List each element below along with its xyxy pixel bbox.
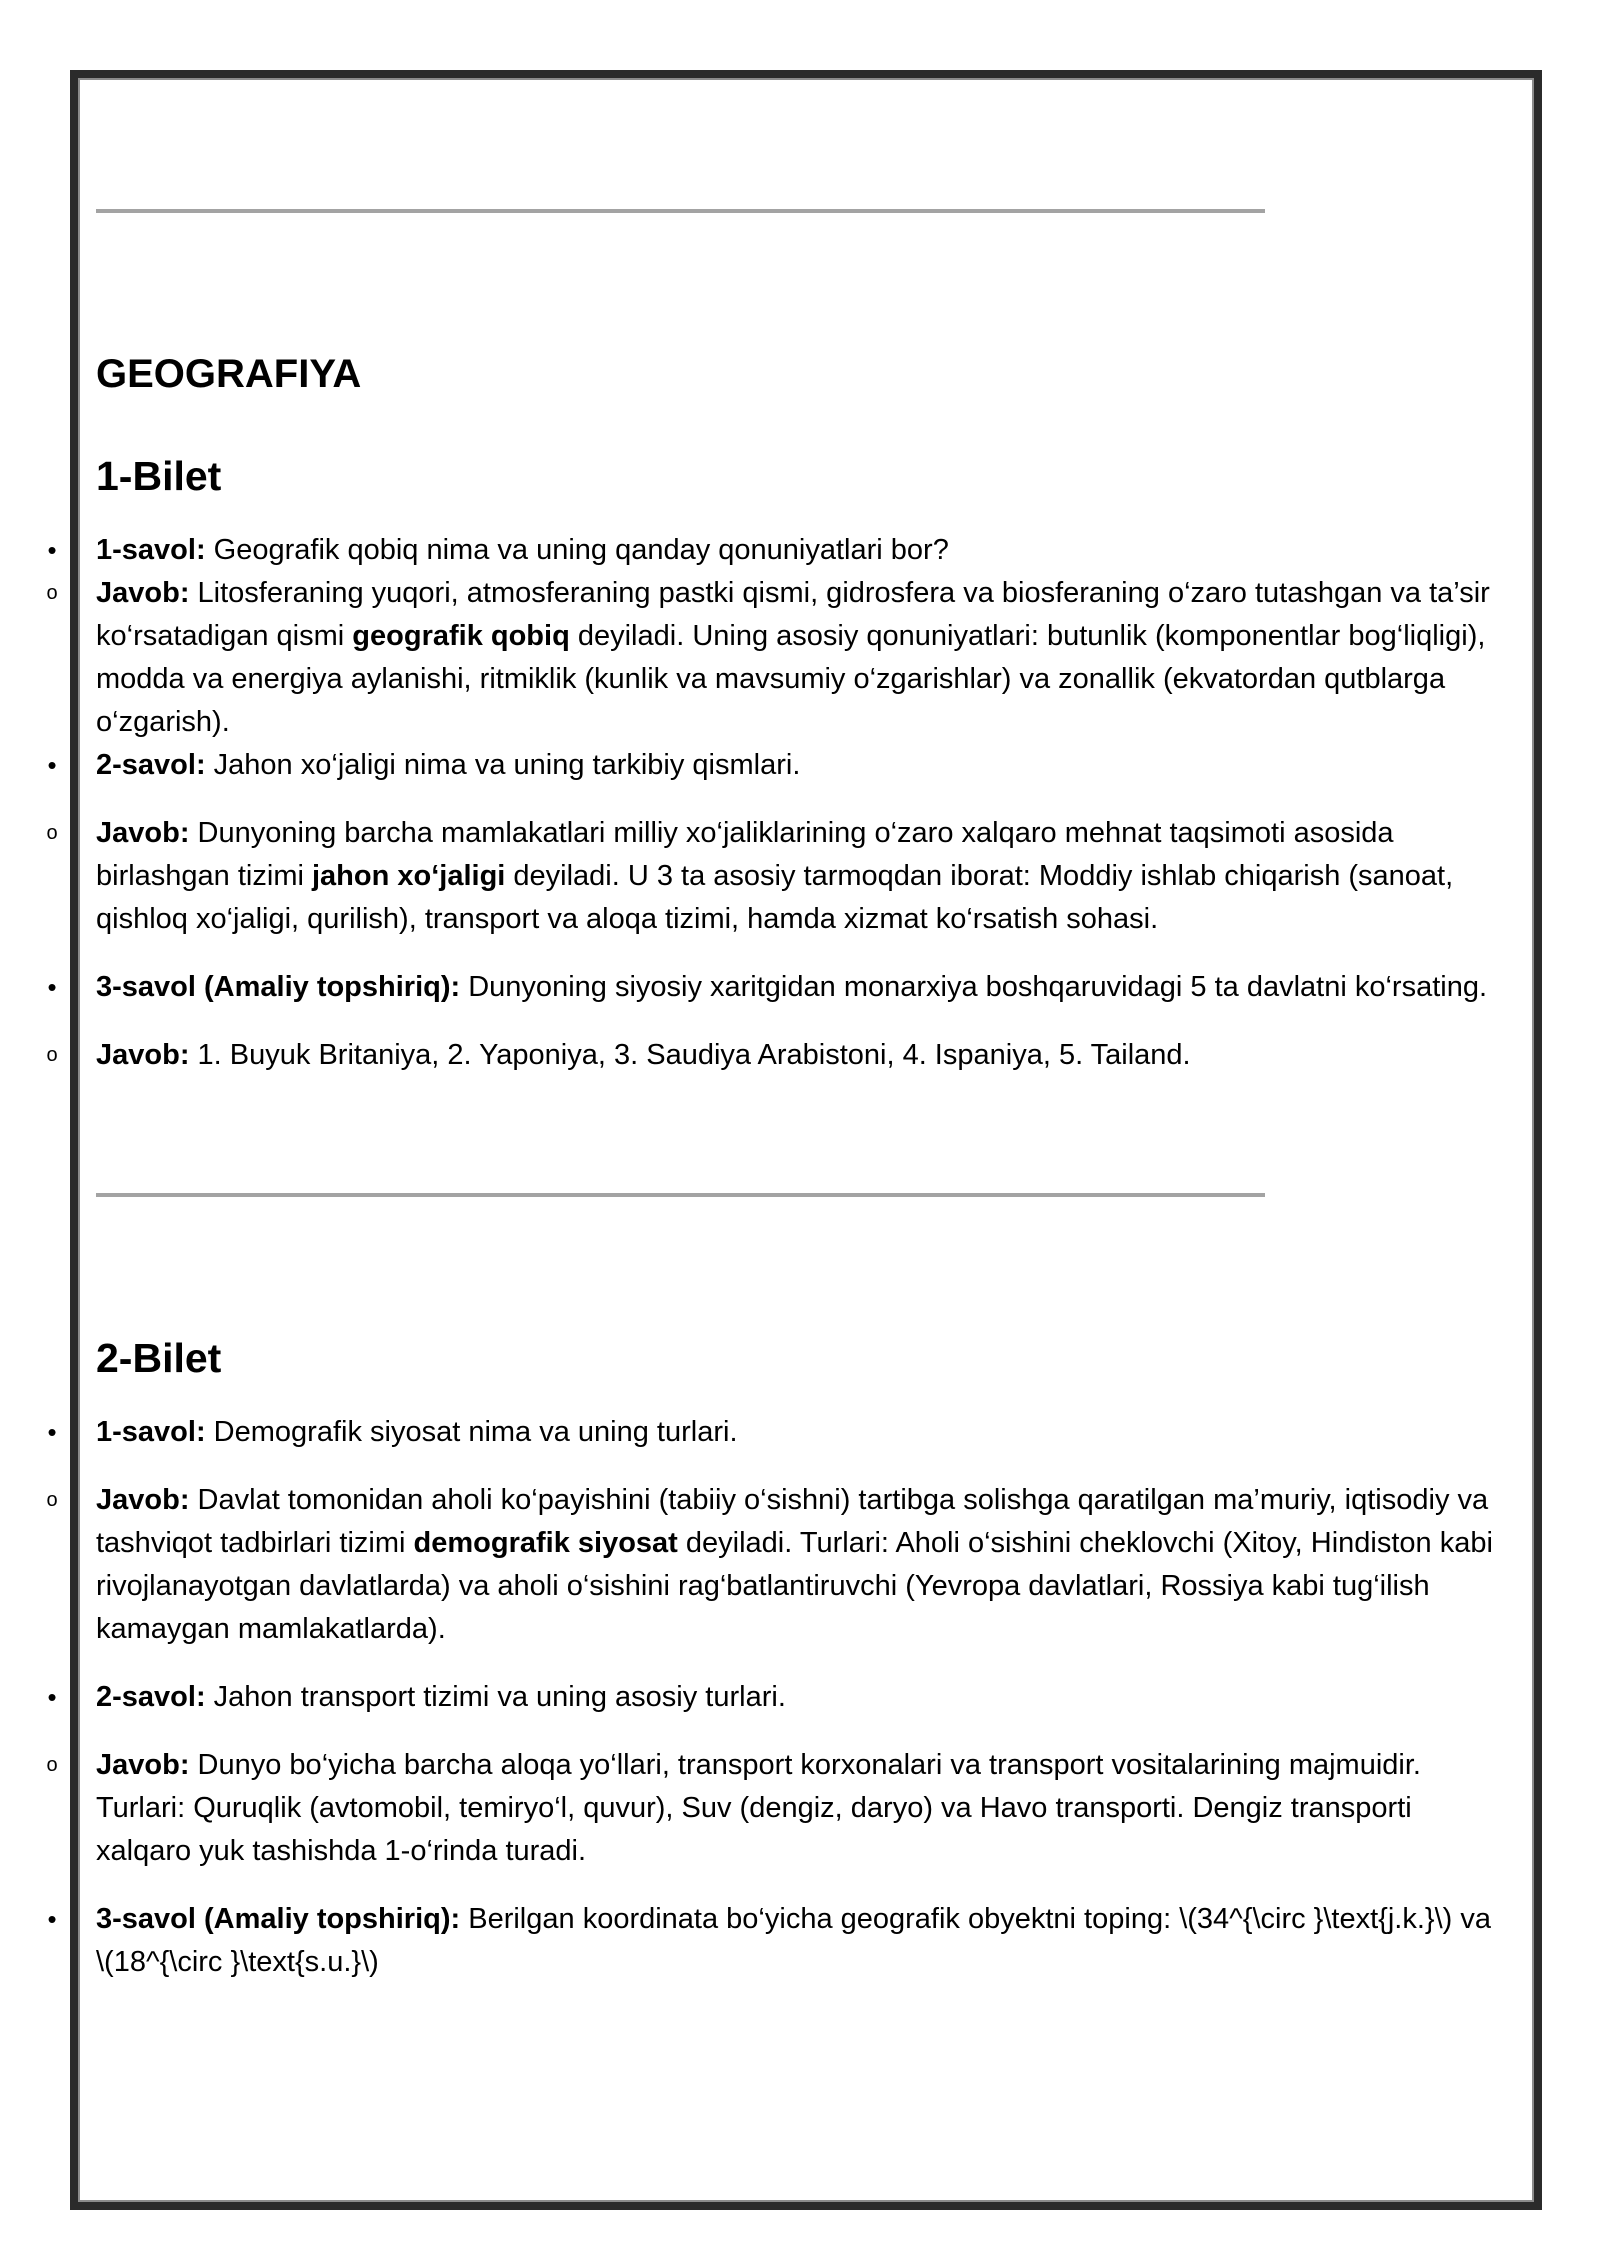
answer-text: Dunyoning barcha mamlakatlari milliy xo‘jaliklarining o‘zaro xalqaro mehnat taqsimoti asosida birlashgan tizimi	[96, 817, 1394, 892]
answer-label: Javob:	[96, 1749, 190, 1781]
answer-item	[46, 812, 1498, 941]
list-sub-bullet: o	[46, 822, 58, 844]
list-bullet: •	[47, 1682, 57, 1712]
answer-text-continued: deyiladi. U 3 ta asosiy tarmoqdan iborat: Moddiy ishlab chiqarish (sanoat, qishloq xo‘jaligi, qurilish), transport va aloqa tizimi, hamda xizmat ko‘rsatish sohasi.	[96, 860, 1454, 935]
question-item	[47, 744, 1498, 787]
answer-label: Javob:	[96, 817, 190, 849]
question-item	[47, 529, 1498, 572]
answer-key-term: demografik siyosat	[413, 1527, 678, 1559]
answer-text-continued: deyiladi. Turlari: Aholi o‘sishini cheklovchi (Xitoy, Hindiston kabi rivojlanayotgan davlatlarda) va aholi o‘sishini rag‘batlantiruvchi (Yevropa davlatlari, Rossiya kabi tug‘ilish kamaygan mamlakatlarda).	[96, 1527, 1493, 1645]
question-item	[47, 1898, 1498, 1984]
list-bullet: •	[47, 1904, 57, 1934]
question-text: Dunyoning siyosiy xaritgidan monarxiya boshqaruvidagi 5 ta davlatni ko‘rsating.	[468, 971, 1488, 1003]
list-bullet: •	[47, 972, 57, 1002]
question-text: Jahon transport tizimi va uning asosiy turlari.	[213, 1681, 786, 1713]
answer-text: Litosferaning yuqori, atmosferaning pastki qismi, gidrosfera va biosferaning o‘zaro tutashgan va ta’sir ko‘rsatadigan qismi	[96, 577, 1490, 652]
answer-item	[46, 1744, 1498, 1873]
answer-text: Davlat tomonidan aholi ko‘payishini (tabiiy o‘sishni) tartibga solishga qaratilgan ma’muriy, iqtisodiy va tashviqot tadbirlari tizimi	[96, 1484, 1489, 1559]
question-label: 2-savol:	[96, 1681, 206, 1713]
answer-label: Javob:	[96, 1484, 190, 1516]
section-divider	[96, 209, 1265, 213]
question-text: Geografik qobiq nima va uning qanday qonuniyatlari bor?	[213, 534, 949, 566]
question-item	[47, 1676, 1498, 1719]
question-label: 2-savol:	[96, 749, 206, 781]
list-sub-bullet: o	[46, 1489, 58, 1511]
answer-item	[46, 572, 1498, 744]
question-label: 3-savol (Amaliy topshiriq):	[96, 971, 461, 1003]
ticket-title: 2-Bilet	[96, 1335, 222, 1381]
answer-item	[46, 1034, 1498, 1077]
question-item	[47, 966, 1498, 1009]
list-bullet: •	[47, 1417, 57, 1447]
question-item	[47, 1411, 1498, 1454]
list-bullet: •	[47, 535, 57, 565]
question-text: Berilgan koordinata bo‘yicha geografik obyektni toping: \(34^{\circ }\text{j.k.}\) va \(18^{\circ }\text{s.u.}\)	[96, 1903, 1491, 1978]
document-content	[46, 0, 1498, 1984]
answer-key-term: geografik qobiq	[352, 620, 570, 652]
subject-title: GEOGRAFIYA	[96, 352, 362, 396]
list-sub-bullet: o	[46, 1044, 58, 1066]
question-text: Demografik siyosat nima va uning turlari.	[213, 1416, 738, 1448]
answer-label: Javob:	[96, 1039, 190, 1071]
question-label: 1-savol:	[96, 1416, 206, 1448]
answer-item	[46, 1479, 1498, 1651]
list-sub-bullet: o	[46, 582, 58, 604]
question-text: Jahon xo‘jaligi nima va uning tarkibiy qismlari.	[213, 749, 801, 781]
answer-key-term: jahon xo‘jaligi	[311, 860, 506, 892]
question-label: 3-savol (Amaliy topshiriq):	[96, 1903, 461, 1935]
list-bullet: •	[47, 750, 57, 780]
list-sub-bullet: o	[46, 1754, 58, 1776]
answer-label: Javob:	[96, 577, 190, 609]
question-label: 1-savol:	[96, 534, 206, 566]
section-divider	[96, 1193, 1265, 1197]
answer-text: Dunyo bo‘yicha barcha aloqa yo‘llari, transport korxonalari va transport vositalarining majmuidir. Turlari: Quruqlik (avtomobil, temiryo‘l, quvur), Suv (dengiz, daryo) va Havo transporti. Dengiz transporti xalqaro yuk tashishda 1-o‘rinda turadi.	[96, 1749, 1421, 1867]
answer-text-continued: deyiladi. Uning asosiy qonuniyatlari: butunlik (komponentlar bog‘liqligi), modda va energiya aylanishi, ritmiklik (kunlik va mavsumiy o‘zgarishlar) va zonallik (ekvatordan qutblarga o‘zgarish).	[96, 620, 1486, 738]
answer-text: 1. Buyuk Britaniya, 2. Yaponiya, 3. Saudiya Arabistoni, 4. Ispaniya, 5. Tailand.	[197, 1039, 1191, 1071]
ticket-title: 1-Bilet	[96, 453, 222, 499]
